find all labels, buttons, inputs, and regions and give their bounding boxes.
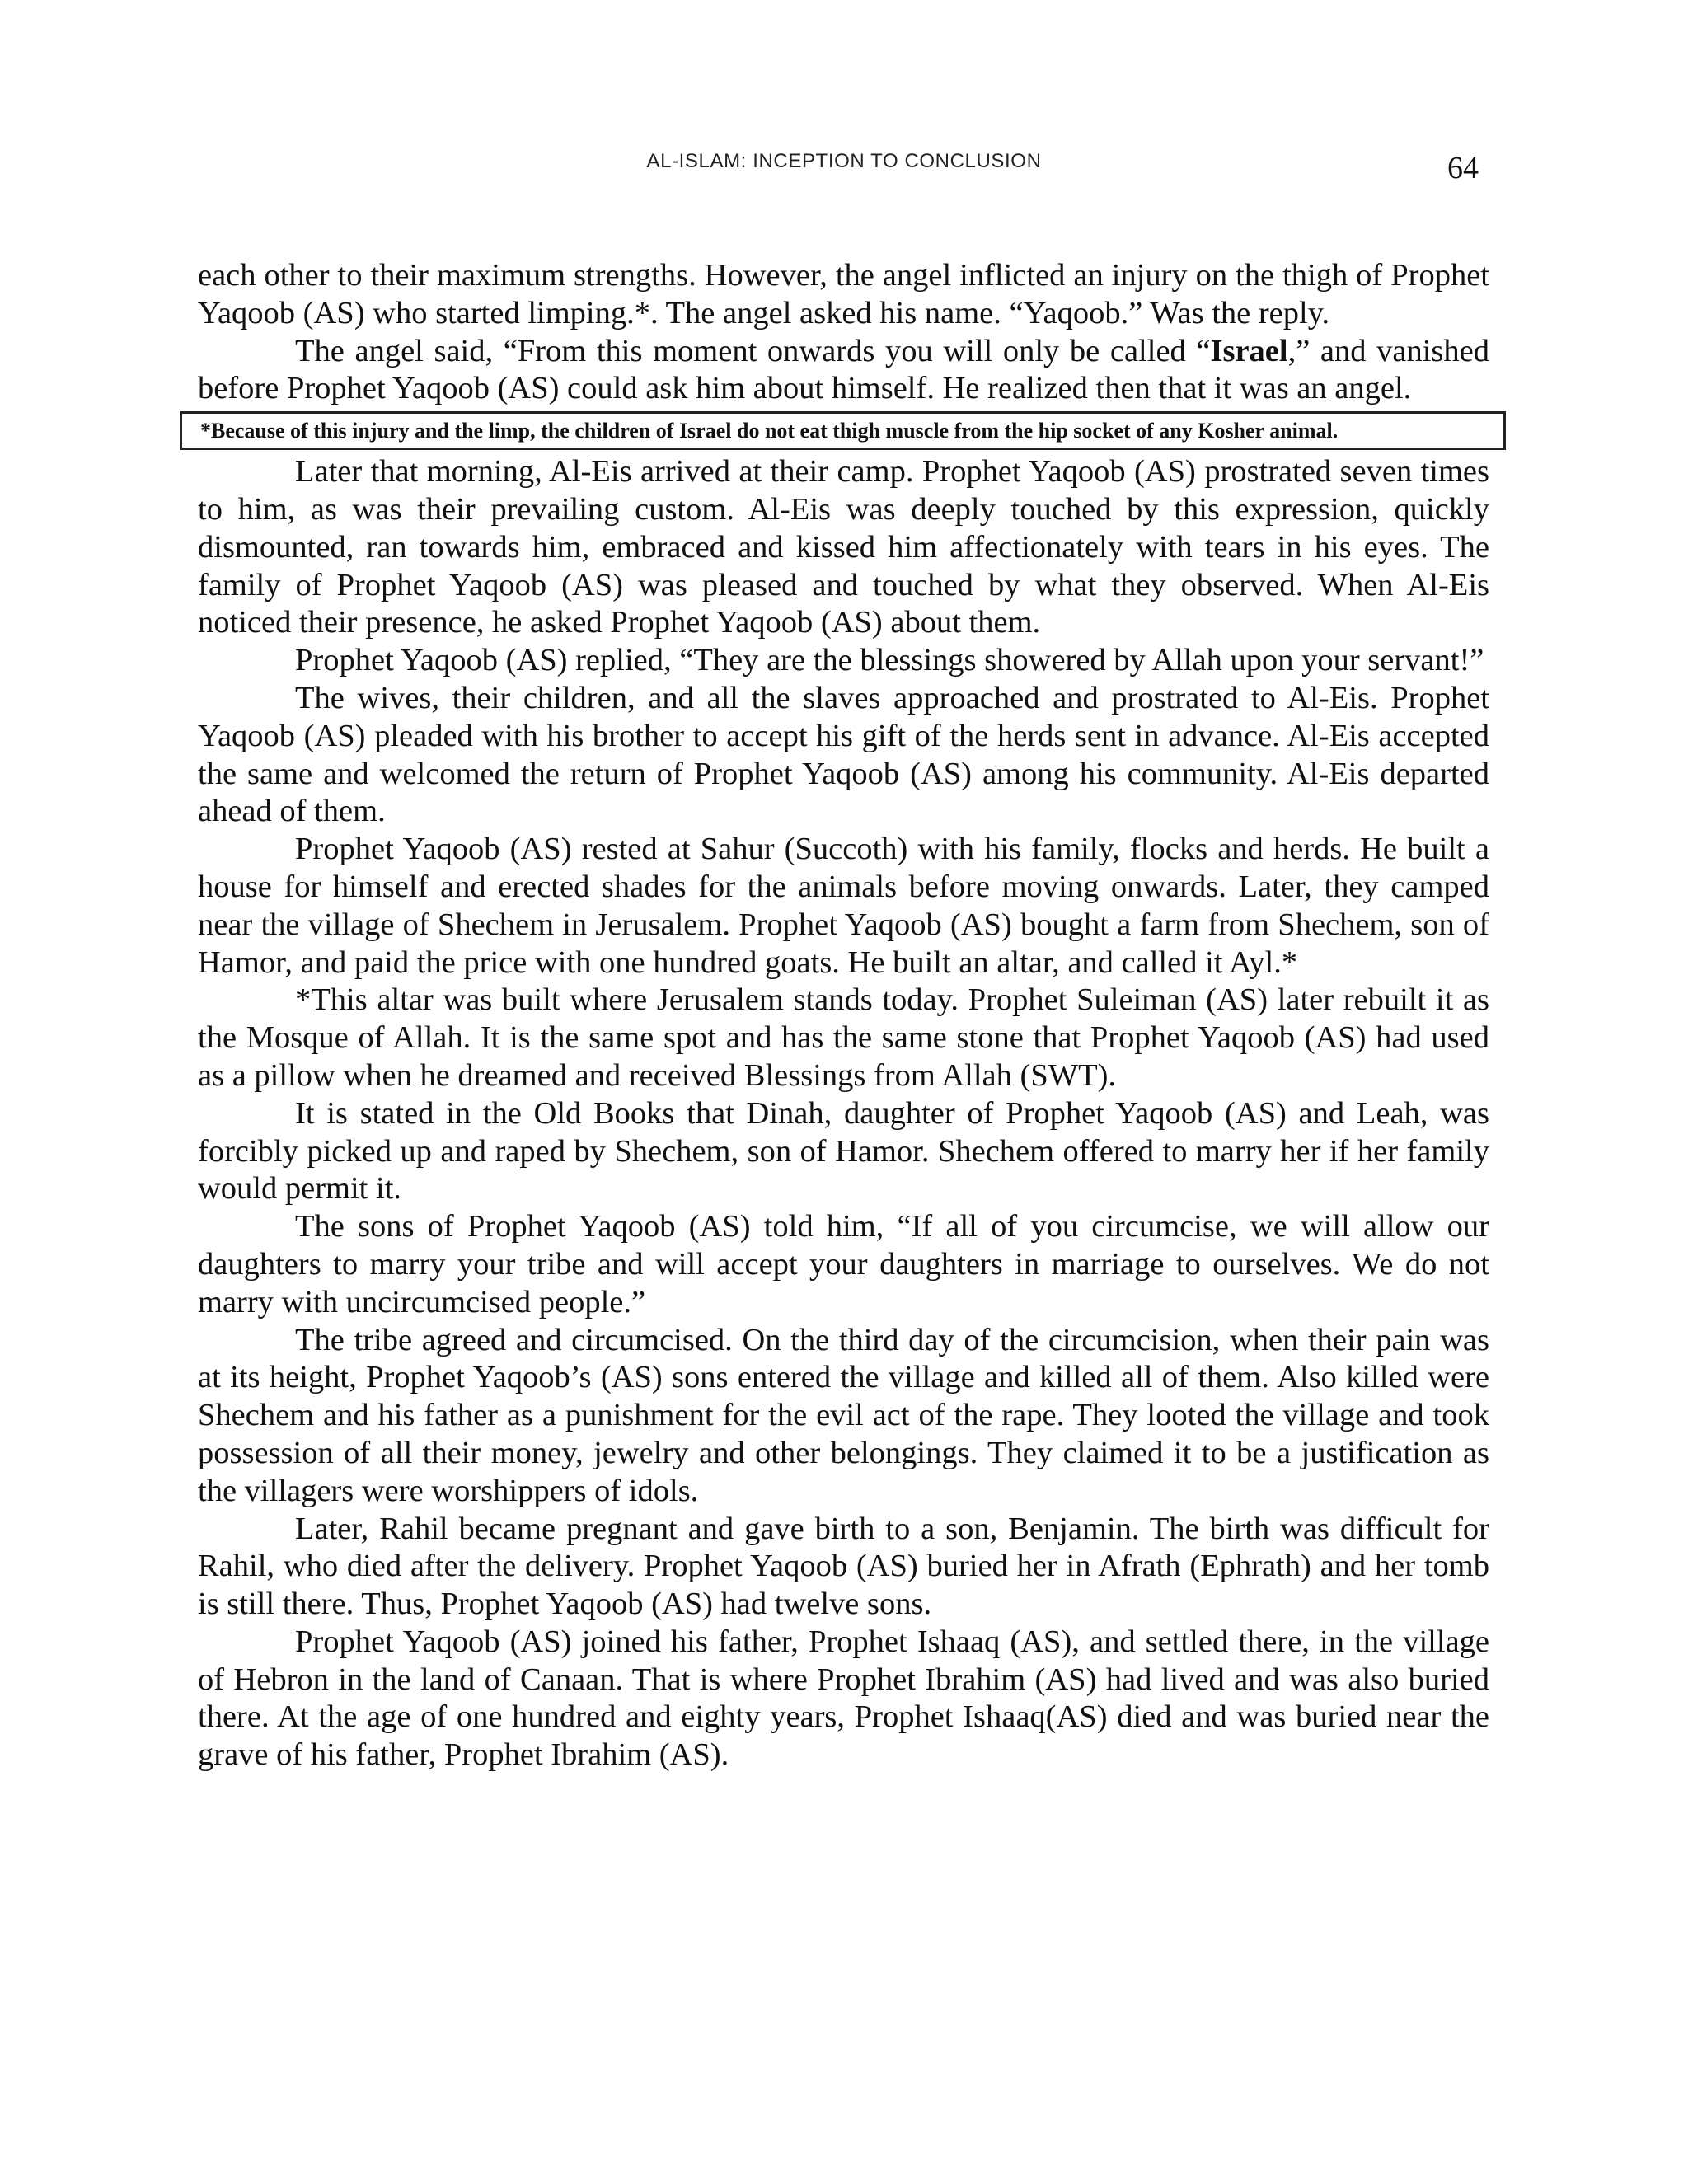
paragraph: each other to their maximum strengths. However, the angel inflicted an injury on the thigh of Prophet Yaqoob (AS) who started limping.*. The angel asked his name. “Yaqoob.” Was the reply.	[198, 258, 1489, 330]
paragraph: Later that morning, Al-Eis arrived at their camp. Prophet Yaqoob (AS) prostrated seven times to him, as was their prevailing custom. Al-Eis was deeply touched by this expression, quickly dismounted, ran towards him, embraced and kissed him affectionately with tears in his eyes. The family of Prophet Yaqoob (AS) was pleased and touched by what they observed. When Al-Eis noticed their presence, he asked Prophet Yaqoob (AS) about them.	[198, 454, 1489, 640]
footnote-box: *Because of this injury and the limp, the children of Israel do not eat thigh muscle from the hip socket of any Kosher animal.	[180, 411, 1506, 450]
bold-term: Israel	[1210, 333, 1288, 368]
paragraph: *This altar was built where Jerusalem stands today. Prophet Suleiman (AS) later rebuilt it as the Mosque of Allah. It is the same spot and has the same stone that Prophet Yaqoob (AS) had used as a pillow when he dreamed and received Blessings from Allah (SWT).	[198, 982, 1489, 1093]
paragraph-text: The angel said, “From this moment onwards you will only be called “	[295, 333, 1211, 368]
paragraph: Prophet Yaqoob (AS) joined his father, Prophet Ishaaq (AS), and settled there, in the village of Hebron in the land of Canaan. That is where Prophet Ibrahim (AS) had lived and was also buried there. At the age of one hundred and eighty years, Prophet Ishaaq(AS) died and was buried near the grave of his father, Prophet Ibrahim (AS).	[198, 1624, 1489, 1773]
paragraph	[198, 333, 1489, 409]
paragraph: It is stated in the Old Books that Dinah, daughter of Prophet Yaqoob (AS) and Leah, was forcibly picked up and raped by Shechem, son of Hamor. Shechem offered to marry her if her family would permit it.	[198, 1095, 1489, 1207]
paragraph: The tribe agreed and circumcised. On the third day of the circumcision, when their pain was at its height, Prophet Yaqoob’s (AS) sons entered the village and killed all of them. Also killed were Shechem and his father as a punishment for the evil act of the rape. They looted the village and took possession of all their money, jewelry and other belongings. They claimed it to be a justification as the villagers were worshippers of idols.	[198, 1322, 1489, 1508]
page-number: 64	[1447, 151, 1479, 185]
paragraph: Later, Rahil became pregnant and gave birth to a son, Benjamin. The birth was difficult for Rahil, who died after the delivery. Prophet Yaqoob (AS) buried her in Afrath (Ephrath) and her tomb is still there. Thus, Prophet Yaqoob (AS) had twelve sons.	[198, 1511, 1489, 1622]
paragraph: The sons of Prophet Yaqoob (AS) told him, “If all of you circumcise, we will allow our daughters to marry your tribe and will accept your daughters in marriage to ourselves. We do not marry with uncircumcised people.”	[198, 1209, 1489, 1319]
paragraph: Prophet Yaqoob (AS) rested at Sahur (Succoth) with his family, flocks and herds. He built a house for himself and erected shades for the animals before moving onwards. Later, they camped near the village of Shechem in Jerusalem. Prophet Yaqoob (AS) bought a farm from Shechem, son of Hamor, and paid the price with one hundred goats. He built an altar, and called it Ayl.*	[198, 832, 1489, 980]
paragraph: Prophet Yaqoob (AS) replied, “They are the blessings showered by Allah upon your servant!”	[295, 643, 1484, 678]
body-text	[198, 257, 1489, 1774]
paragraph-text: ,” and vanished before Prophet Yaqoob (AS) could ask him about himself. He realized then that it was an angel.	[198, 333, 1489, 406]
running-header: AL-ISLAM: INCEPTION TO CONCLUSION	[646, 150, 1042, 172]
paragraph: The wives, their children, and all the slaves approached and prostrated to Al-Eis. Prophet Yaqoob (AS) pleaded with his brother to accept his gift of the herds sent in advance. Al-Eis accepted the same and welcomed the return of Prophet Yaqoob (AS) among his community. Al-Eis departed ahead of them.	[198, 680, 1489, 829]
